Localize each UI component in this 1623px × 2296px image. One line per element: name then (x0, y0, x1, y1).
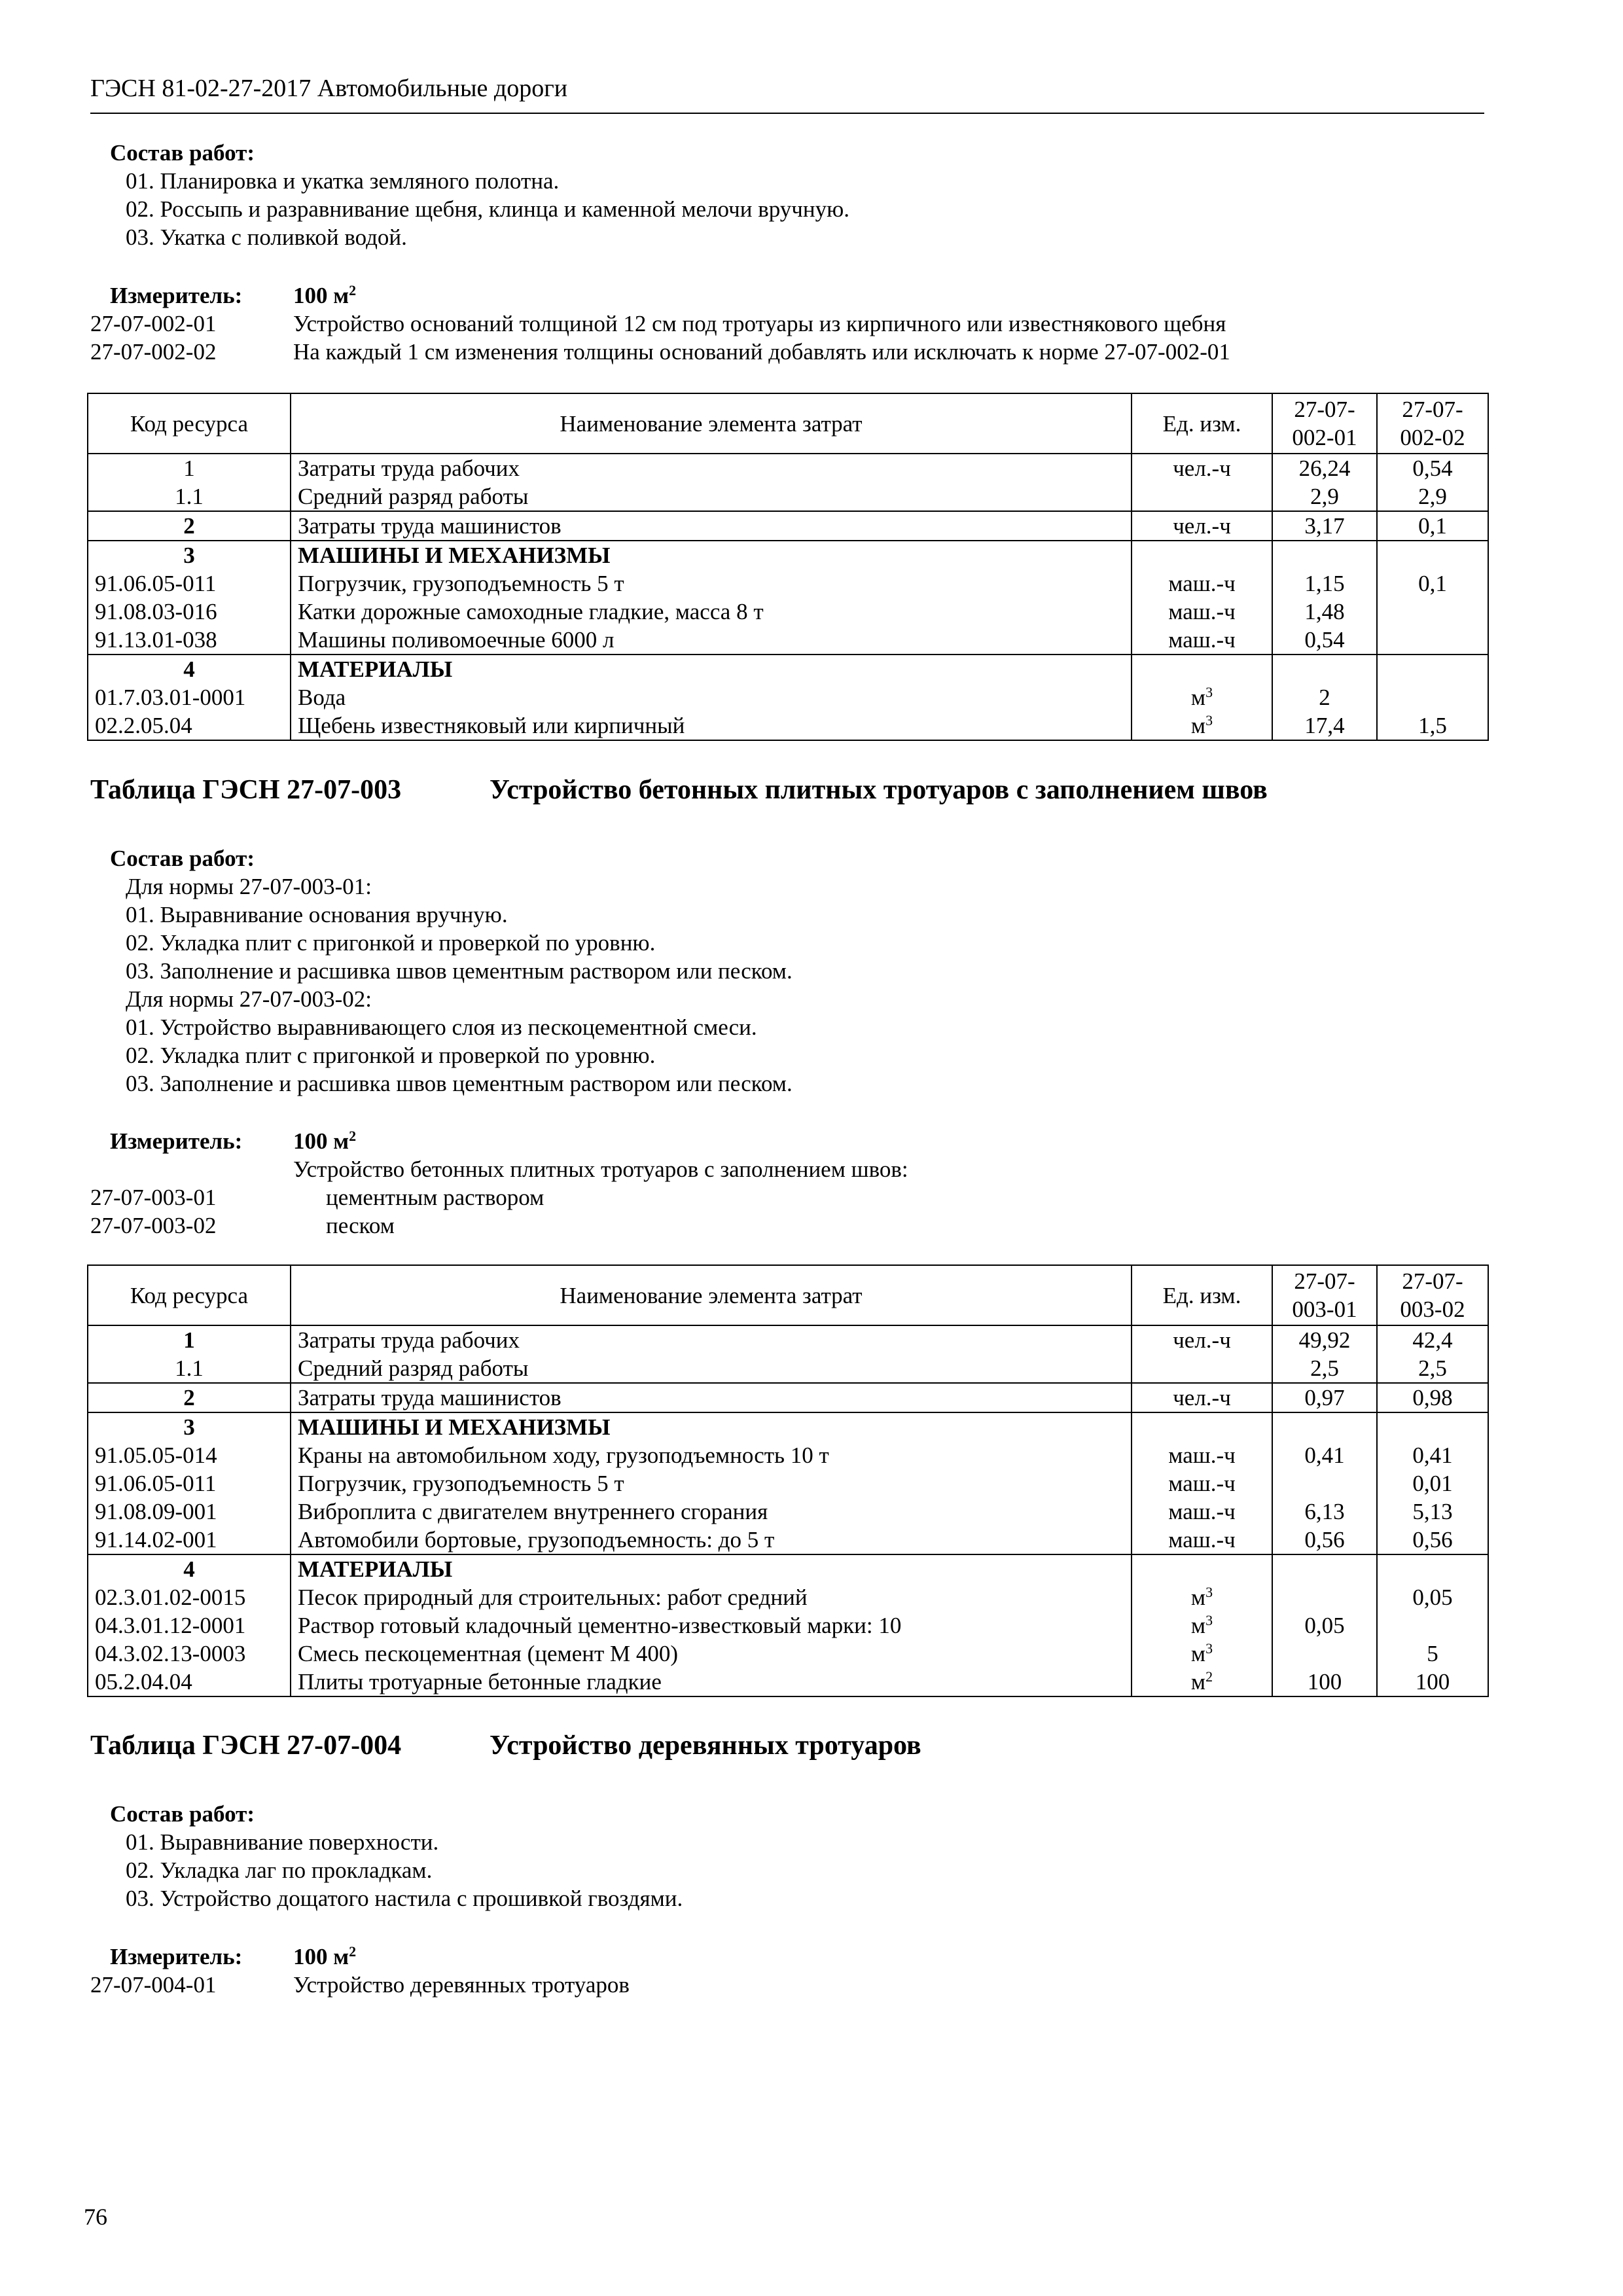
cell-name: Вода (291, 683, 1132, 711)
table-row (88, 1412, 1488, 1441)
cell-value-1: 26,24 (1272, 454, 1377, 482)
cell-value-1 (1272, 1583, 1377, 1611)
cell-value-1: 2,9 (1272, 482, 1377, 511)
running-header (90, 75, 1484, 114)
cell-value-2: 2,9 (1377, 482, 1488, 511)
cell-unit: маш.-ч (1132, 626, 1272, 655)
cell-value-2: 0,1 (1377, 511, 1488, 541)
col-header-code: Код ресурса (88, 1265, 291, 1325)
cell-name: Погрузчик, грузоподъемность 5 т (291, 1469, 1132, 1498)
cell-value-1: 0,97 (1272, 1383, 1377, 1412)
cell-value-2: 0,05 (1377, 1583, 1488, 1611)
cell-unit (1132, 1554, 1272, 1583)
table-row (88, 511, 1488, 541)
table-title-004 (90, 1732, 921, 1760)
work-item: 01. Выравнивание основания вручную. (126, 902, 508, 927)
cell-value-2: 1,5 (1377, 711, 1488, 740)
cell-unit (1132, 482, 1272, 511)
meter-label: Измеритель: (110, 1944, 243, 1969)
norm-text: песком (326, 1213, 395, 1238)
col-header-code: Код ресурса (88, 393, 291, 454)
col-header-name: Наименование элемента затрат (291, 393, 1132, 454)
cell-name: Затраты труда рабочих (291, 454, 1132, 482)
page-number: 76 (84, 2204, 107, 2230)
cell-name: Средний разряд работы (291, 482, 1132, 511)
cell-name: МАТЕРИАЛЫ (291, 1554, 1132, 1583)
cell-value-2: 100 (1377, 1668, 1488, 1696)
cell-unit: маш.-ч (1132, 1526, 1272, 1554)
table-row (88, 1498, 1488, 1526)
cell-unit: $м^3$ (1132, 683, 1272, 711)
cell-value-1 (1272, 541, 1377, 569)
cell-name: Песок природный для строительных: работ средний (291, 1583, 1132, 1611)
cell-value-1: 0,05 (1272, 1611, 1377, 1640)
cell-name: Затраты труда машинистов (291, 1383, 1132, 1412)
work-item: 03. Заполнение и расшивка швов цементным раствором или песком. (126, 958, 793, 984)
meter-value: 100 $м^2$ (293, 1128, 357, 1154)
table-row (88, 1668, 1488, 1696)
meter-description: Устройство бетонных плитных тротуаров с заполнением швов: (293, 1157, 908, 1182)
cell-value-1: 6,13 (1272, 1498, 1377, 1526)
cell-value-2 (1377, 1412, 1488, 1441)
cell-code: 1.1 (88, 1354, 291, 1383)
cell-value-2 (1377, 598, 1488, 626)
cell-value-1: 1,48 (1272, 598, 1377, 626)
table-row (88, 1354, 1488, 1383)
col-header-norm-2: 27-07- 003-02 (1377, 1265, 1488, 1325)
cell-unit: чел.-ч (1132, 454, 1272, 482)
work-item: Для нормы 27-07-003-02: (126, 986, 372, 1012)
work-item: 02. Укладка лаг по прокладкам. (126, 1857, 433, 1883)
cell-name: Катки дорожные самоходные гладкие, масса 8 т (291, 598, 1132, 626)
cell-unit (1132, 1412, 1272, 1441)
cell-unit: $м^3$ (1132, 1583, 1272, 1611)
section-004-meter (90, 1943, 630, 1999)
norm-line (90, 310, 1230, 338)
cell-name: Смесь пескоцементная (цемент М 400) (291, 1640, 1132, 1668)
col-header-name: Наименование элемента затрат (291, 1265, 1132, 1325)
cell-code: 3 (88, 1412, 291, 1441)
work-item: Для нормы 27-07-003-01: (126, 874, 372, 899)
table-row (88, 598, 1488, 626)
table-row (88, 683, 1488, 711)
cell-code: 05.2.04.04 (88, 1668, 291, 1696)
work-item: 03. Укатка с поливкой водой. (126, 224, 407, 250)
cell-name: Щебень известняковый или кирпичный (291, 711, 1132, 740)
cell-code: 2 (88, 1383, 291, 1412)
work-item: 02. Укладка плит с пригонкой и проверкой по уровню. (126, 930, 656, 956)
cell-unit: маш.-ч (1132, 1498, 1272, 1526)
cell-code: 91.08.09-001 (88, 1498, 291, 1526)
cell-code: 3 (88, 541, 291, 569)
cell-code: 2 (88, 511, 291, 541)
cell-name: Краны на автомобильном ходу, грузоподъемность 10 т (291, 1441, 1132, 1469)
cell-name: Средний разряд работы (291, 1354, 1132, 1383)
section-003-work (90, 844, 793, 1098)
col-header-norm-1: 27-07- 002-01 (1272, 393, 1377, 454)
norm-text: На каждый 1 см изменения толщины оснований добавлять или исключать к норме 27-07-002-01 (293, 339, 1230, 365)
cell-value-2: 0,01 (1377, 1469, 1488, 1498)
work-item: 01. Планировка и укатка земляного полотна. (126, 168, 560, 194)
meter-label: Измеритель: (110, 1128, 243, 1154)
work-item: 03. Устройство дощатого настила с прошивкой гвоздями. (126, 1886, 683, 1911)
cell-name: Виброплита с двигателем внутреннего сгорания (291, 1498, 1132, 1526)
cell-value-1 (1272, 1412, 1377, 1441)
cell-value-1: 3,17 (1272, 511, 1377, 541)
cell-unit: $м^2$ (1132, 1668, 1272, 1696)
cell-code: 01.7.03.01-0001 (88, 683, 291, 711)
cell-name: Плиты тротуарные бетонные гладкие (291, 1668, 1132, 1696)
meter-value: 100 $м^2$ (293, 282, 357, 308)
meter-value: 100 $м^2$ (293, 1943, 357, 1969)
cell-unit: маш.-ч (1132, 569, 1272, 598)
norm-code: 27-07-003-01 (90, 1185, 217, 1210)
cell-name: Затраты труда машинистов (291, 511, 1132, 541)
cell-value-1: 0,56 (1272, 1526, 1377, 1554)
cell-value-2: 5 (1377, 1640, 1488, 1668)
cell-value-2 (1377, 683, 1488, 711)
cell-value-1 (1272, 1469, 1377, 1498)
cell-name: Автомобили бортовые, грузоподъемность: до 5 т (291, 1526, 1132, 1554)
cell-unit: $м^3$ (1132, 1640, 1272, 1668)
cell-value-2: 0,56 (1377, 1526, 1488, 1554)
cell-value-2 (1377, 1611, 1488, 1640)
table-row (88, 1441, 1488, 1469)
norm-line (90, 338, 1230, 366)
table-row (88, 1383, 1488, 1412)
cell-code: 91.13.01-038 (88, 626, 291, 655)
norm-line (90, 1971, 630, 1999)
table-row (88, 482, 1488, 511)
cell-value-2 (1377, 541, 1488, 569)
cell-code: 91.06.05-011 (88, 1469, 291, 1498)
cell-value-1: 2 (1272, 683, 1377, 711)
cell-value-1 (1272, 1640, 1377, 1668)
norm-text: Устройство оснований толщиной 12 см под тротуары из кирпичного или известнякового щебня (293, 311, 1226, 336)
cell-value-1 (1272, 1554, 1377, 1583)
resource-table-002 (87, 393, 1489, 741)
cell-unit: маш.-ч (1132, 598, 1272, 626)
cell-unit: чел.-ч (1132, 1325, 1272, 1354)
work-label: Состав работ: (110, 140, 255, 166)
table-row (88, 569, 1488, 598)
table-row (88, 1469, 1488, 1498)
table-row (88, 1325, 1488, 1354)
col-header-norm-2: 27-07- 002-02 (1377, 393, 1488, 454)
cell-value-2: 2,5 (1377, 1354, 1488, 1383)
cell-value-2: 0,98 (1377, 1383, 1488, 1412)
cell-value-1: 0,41 (1272, 1441, 1377, 1469)
cell-value-2 (1377, 655, 1488, 683)
meter-label: Измеритель: (110, 283, 243, 308)
cell-code: 91.06.05-011 (88, 569, 291, 598)
cell-name: Раствор готовый кладочный цементно-известковый марки: 10 (291, 1611, 1132, 1640)
cell-code: 1 (88, 1325, 291, 1354)
table-title-number: Таблица ГЭСН 27-07-003 (90, 775, 402, 805)
cell-value-1: 2,5 (1272, 1354, 1377, 1383)
work-item: 02. Россыпь и разравнивание щебня, клинца и каменной мелочи вручную. (126, 196, 850, 222)
cell-name: Затраты труда рабочих (291, 1325, 1132, 1354)
table-row (88, 1583, 1488, 1611)
cell-code: 04.3.01.12-0001 (88, 1611, 291, 1640)
norm-line (90, 1211, 908, 1240)
cell-unit: чел.-ч (1132, 1383, 1272, 1412)
cell-value-2: 0,41 (1377, 1441, 1488, 1469)
cell-value-1: 17,4 (1272, 711, 1377, 740)
cell-value-2 (1377, 626, 1488, 655)
work-label: Состав работ: (110, 846, 255, 871)
table-title-name: Устройство деревянных тротуаров (490, 1731, 921, 1761)
cell-code: 02.3.01.02-0015 (88, 1583, 291, 1611)
table-row (88, 626, 1488, 655)
cell-name: Машины поливомоечные 6000 л (291, 626, 1132, 655)
norm-text: Устройство деревянных тротуаров (293, 1972, 630, 1998)
cell-value-1: 49,92 (1272, 1325, 1377, 1354)
work-item: 03. Заполнение и расшивка швов цементным раствором или песком. (126, 1071, 793, 1096)
norm-line (90, 1183, 908, 1211)
col-header-norm-1: 27-07- 003-01 (1272, 1265, 1377, 1325)
cell-unit (1132, 541, 1272, 569)
work-item: 02. Укладка плит с пригонкой и проверкой по уровню. (126, 1043, 656, 1068)
section-003-meter (90, 1127, 908, 1240)
table-row (88, 655, 1488, 683)
col-header-unit: Ед. изм. (1132, 1265, 1272, 1325)
table-row (88, 454, 1488, 482)
cell-code: 1.1 (88, 482, 291, 511)
cell-value-2: 0,1 (1377, 569, 1488, 598)
cell-unit (1132, 1354, 1272, 1383)
table-title-number: Таблица ГЭСН 27-07-004 (90, 1731, 402, 1761)
cell-value-2: 42,4 (1377, 1325, 1488, 1354)
cell-code: 04.3.02.13-0003 (88, 1640, 291, 1668)
col-header-unit: Ед. изм. (1132, 393, 1272, 454)
running-header-title: ГЭСН 81-02-27-2017 Автомобильные дороги (90, 75, 568, 102)
work-item: 01. Устройство выравнивающего слоя из пескоцементной смеси. (126, 1014, 757, 1040)
cell-code: 91.08.03-016 (88, 598, 291, 626)
cell-code: 91.05.05-014 (88, 1441, 291, 1469)
table-row (88, 1611, 1488, 1640)
norm-code: 27-07-003-02 (90, 1213, 217, 1238)
cell-code: 91.14.02-001 (88, 1526, 291, 1554)
cell-unit: $м^3$ (1132, 1611, 1272, 1640)
cell-code: 1 (88, 454, 291, 482)
table-row (88, 1526, 1488, 1554)
table-title-name: Устройство бетонных плитных тротуаров с заполнением швов (490, 775, 1268, 805)
cell-value-1: 100 (1272, 1668, 1377, 1696)
cell-name: МАТЕРИАЛЫ (291, 655, 1132, 683)
cell-unit (1132, 655, 1272, 683)
cell-value-2 (1377, 1554, 1488, 1583)
table-row (88, 1640, 1488, 1668)
cell-value-1 (1272, 655, 1377, 683)
cell-value-2: 0,54 (1377, 454, 1488, 482)
table-row (88, 1554, 1488, 1583)
cell-unit: маш.-ч (1132, 1469, 1272, 1498)
cell-code: 02.2.05.04 (88, 711, 291, 740)
work-item: 01. Выравнивание поверхности. (126, 1829, 439, 1855)
norm-code: 27-07-002-01 (90, 311, 217, 336)
table-title-003 (90, 776, 1268, 804)
cell-code: 4 (88, 655, 291, 683)
section-004-work (90, 1800, 683, 1912)
work-label: Состав работ: (110, 1801, 255, 1827)
cell-unit: чел.-ч (1132, 511, 1272, 541)
cell-value-1: 1,15 (1272, 569, 1377, 598)
cell-name: МАШИНЫ И МЕХАНИЗМЫ (291, 541, 1132, 569)
cell-name: Погрузчик, грузоподъемность 5 т (291, 569, 1132, 598)
table-row (88, 541, 1488, 569)
cell-value-2: 5,13 (1377, 1498, 1488, 1526)
section-002-meter (90, 281, 1230, 366)
cell-unit: $м^3$ (1132, 711, 1272, 740)
cell-value-1: 0,54 (1272, 626, 1377, 655)
table-row (88, 711, 1488, 740)
norm-text: цементным раствором (326, 1185, 544, 1210)
norm-code: 27-07-004-01 (90, 1972, 217, 1998)
cell-name: МАШИНЫ И МЕХАНИЗМЫ (291, 1412, 1132, 1441)
cell-code: 4 (88, 1554, 291, 1583)
cell-unit: маш.-ч (1132, 1441, 1272, 1469)
section-002-work (90, 139, 849, 251)
resource-table-003 (87, 1265, 1489, 1697)
norm-code: 27-07-002-02 (90, 339, 217, 365)
